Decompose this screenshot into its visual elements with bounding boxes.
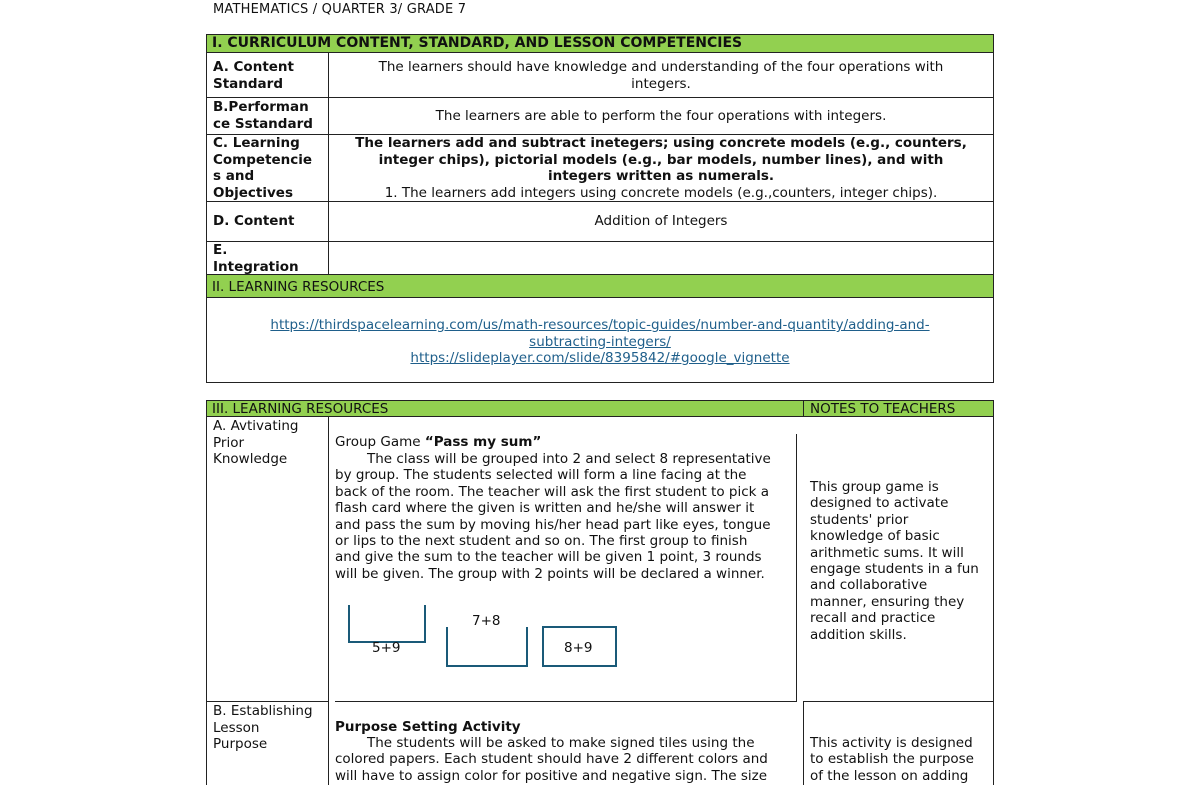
establishing-note: This activity is designed to establish the purpose of the lesson on adding <box>810 735 974 784</box>
flash-card-2 <box>446 627 528 667</box>
document-header: MATHEMATICS / QUARTER 3/ GRADE 7 <box>213 2 467 17</box>
performance-standard-label: B.Performan ce Sstandard <box>213 99 313 132</box>
establishing-label: B. Establishing Lesson Purpose <box>213 703 313 752</box>
flash-card-1-text: 5+9 <box>372 640 401 656</box>
integration-label: E. Integration <box>213 242 299 275</box>
game-description: The class will be grouped into 2 and select 8 representative by group. The students selected will form a line facing at the back of the room. The teacher will ask the first student to pick a flash card where the given is written and he/she will answer it and pass the sum by moving his/her head part like eyes, tongue or lips to the next student and so on. The first group to finish and give the sum to the teacher will be given 1 point, 3 rounds will be given. The group with 2 points will be declared a winner. <box>335 451 771 582</box>
resource-link-1-cont[interactable]: subtracting-integers/ <box>529 333 671 350</box>
game-title: Group Game “Pass my sum” <box>335 434 542 450</box>
flash-card-2-text: 7+8 <box>472 613 501 629</box>
section2-title: II. LEARNING RESOURCES <box>212 279 385 295</box>
section1-title: I. CURRICULUM CONTENT, STANDARD, AND LESSON COMPETENCIES <box>212 35 743 51</box>
resource-links <box>207 317 993 367</box>
objective-1: 1. The learners add integers using concrete models (e.g.,counters, integer chips). <box>384 184 938 201</box>
game-name: “Pass my sum” <box>424 434 542 450</box>
resource-link-2[interactable]: https://slideplayer.com/slide/8395842/#google_vignette <box>410 350 790 366</box>
notes-to-teachers-title: NOTES TO TEACHERS <box>810 401 956 417</box>
competencies-label: C. Learning Competencie s and Objectives <box>213 135 313 201</box>
activating-note: This group game is designed to activate students' prior knowledge of basic arithmetic sums. It will engage students in a fun and collaborative manner, ensuring they recall and practice addition skills. <box>810 479 979 643</box>
content-standard-value: The learners should have knowledge and understanding of the four operations with integers. <box>378 59 944 92</box>
section3-title: III. LEARNING RESOURCES <box>212 401 389 417</box>
activity-title: Purpose Setting Activity <box>335 719 521 735</box>
content-value: Addition of Integers <box>594 213 728 229</box>
competencies-value: The learners add and subtract inetegers; using concrete models (e.g., counters, integer chips), pictorial models (e.g., bar models, number lines), and with integers written as numerals. 1. The learners add integers using concrete models (e.g.,counters, integer chips). <box>330 135 992 201</box>
resource-link-1[interactable]: https://thirdspacelearning.com/us/math-resources/topic-guides/number-and-quantity/adding-and- <box>270 317 930 333</box>
content-label: D. Content <box>213 213 295 229</box>
performance-standard-value: The learners are able to perform the four operations with integers. <box>435 108 887 124</box>
activity-description: The students will be asked to make signed tiles using the colored papers. Each student should have 2 different colors and will have to assign color for positive and negative sign. The size <box>335 735 768 784</box>
flash-card-1 <box>348 605 426 643</box>
flash-card-3-text: 8+9 <box>564 640 593 656</box>
content-standard-label: A. Content Standard <box>213 59 294 92</box>
activating-label: A. Avtivating Prior Knowledge <box>213 418 299 467</box>
